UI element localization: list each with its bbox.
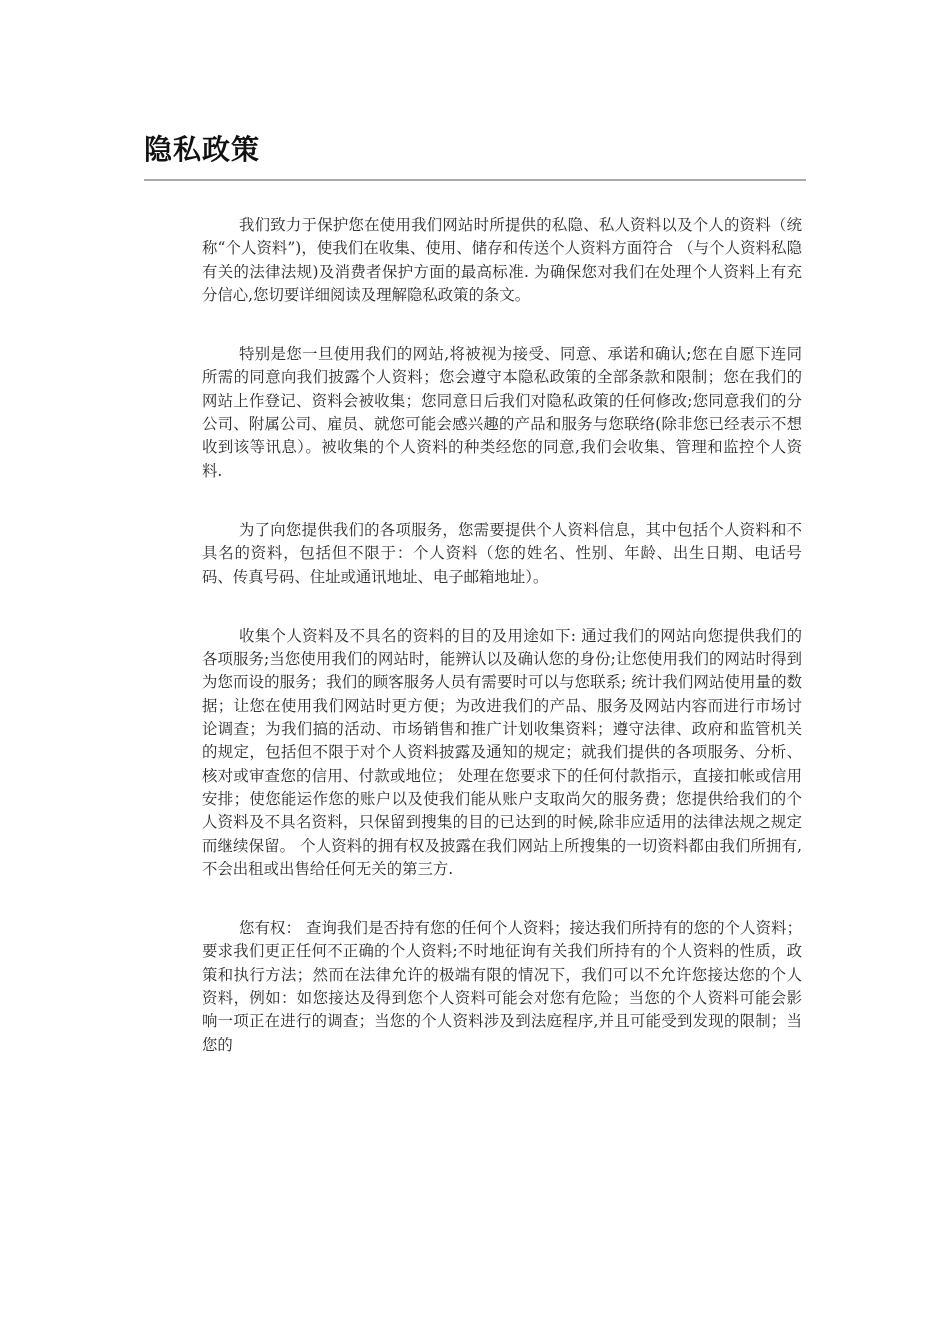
- paragraph-information-collected: 为了向您提供我们的各项服务，您需要提供个人资料信息，其中包括个人资料和不具名的资料，包括但不限于：个人资料（您的姓名、性别、年龄、出生日期、电话号码、传真号码、住址或通讯地址、电子邮箱地址）。: [202, 520, 802, 586]
- paragraph-user-rights: 您有权： 查询我们是否持有您的任何个人资料；接达我们所持有的您的个人资料；要求我们更正任何不正确的个人资料;不时地征询有关我们所持有的个人资料的性质，政策和执行方法；然而在法律允许的极端有限的情况下，我们可以不允许您接达您的个人资料，例如：如您接达及得到您个人资料可能会对您有危险；当您的个人资料可能会影响一项正在进行的调查；当您的个人资料涉及到法庭程序,并且可能受到发现的限制；当您的: [202, 919, 802, 1054]
- paragraph-purpose-of-collection: 收集个人资料及不具名的资料的目的及用途如下: 通过我们的网站向您提供我们的各项服务;当您使用我们的网站时，能辨认以及确认您的身份;让您使用我们的网站时得到为您而设的服务；我们的顾客服务人员有需要时可以与您联系; 统计我们网站使用量的数据；让您在使用我们网站时更方便；为改进我们的产品、服务及网站内容而进行市场讨论调查；为我们搞的活动、市场销售和推广计划收集资料；遵守法律、政府和监管机关的规定，包括但不限于对个人资料披露及通知的规定；就我们提供的各项服务、分析、核对或审查您的信用、付款或地位； 处理在您要求下的任何付款指示，直接扣帐或信用安排；使您能运作您的账户以及使我们能从账户支取尚欠的服务费；您提供给我们的个人资料及不具名资料，只保留到搜集的目的已达到的时候,除非应适用的法律法规之规定而继续保留。 个人资料的拥有权及披露在我们网站上所搜集的一切资料都由我们所拥有,不会出租或出售给任何无关的第三方.: [202, 626, 802, 878]
- paragraph-commitment: 我们致力于保护您在使用我们网站时所提供的私隐、私人资料以及个人的资料（统称“个人资料”)，使我们在收集、使用、储存和传送个人资料方面符合 （与个人资料私隐有关的法律法规)及消费者保护方面的最高标准. 为确保您对我们在处理个人资料上有充分信心,您切要详细阅读及理解隐私政策的条文。: [202, 216, 802, 304]
- document-body: [202, 214, 802, 1093]
- title-divider: [144, 179, 806, 181]
- paragraph-consent: 特别是您一旦使用我们的网站,将被视为接受、同意、承诺和确认;您在自愿下连同所需的同意向我们披露个人资料；您会遵守本隐私政策的全部条款和限制；您在我们的网站上作登记、资料会被收集；您同意日后我们对隐私政策的任何修改;您同意我们的分公司、附属公司、雇员、就您可能会感兴趣的产品和服务与您联络(除非您已经表示不想收到该等讯息）。被收集的个人资料的种类经您的同意,我们会收集、管理和监控个人资料.: [202, 345, 802, 480]
- page-title: 隐私政策: [144, 133, 261, 166]
